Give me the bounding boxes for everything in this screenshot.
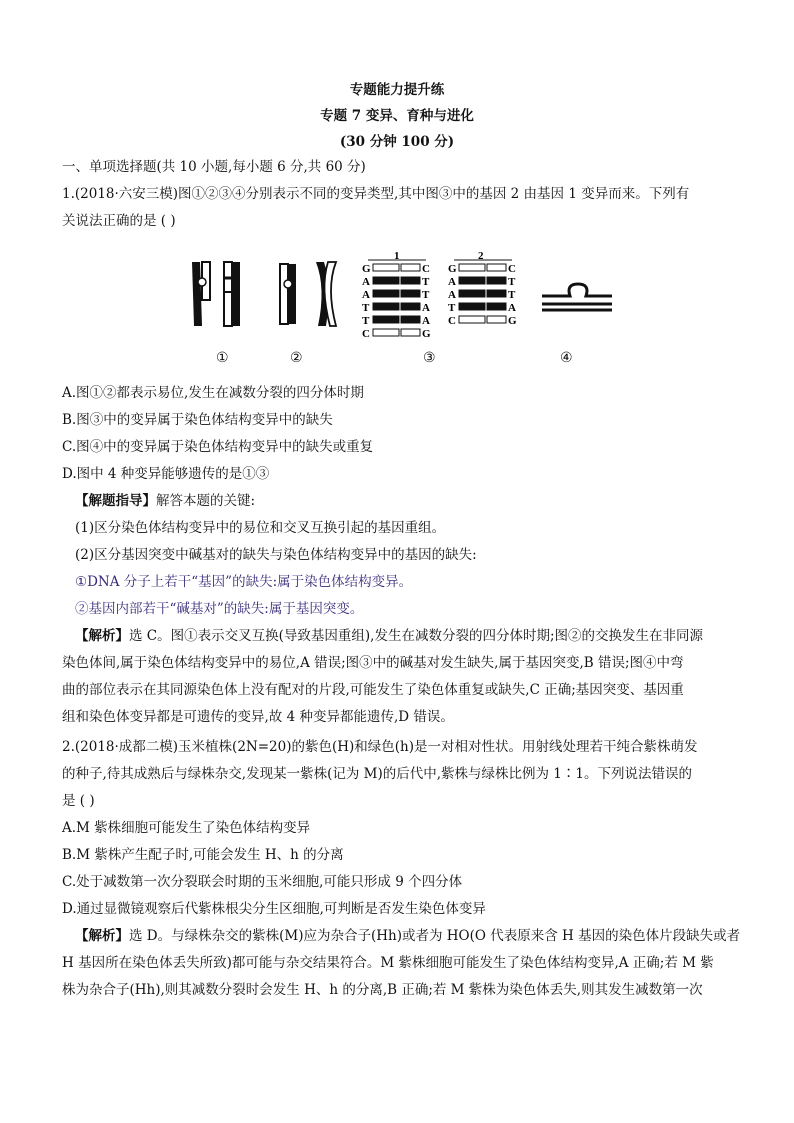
guide-text: 解答本题的关键: [156,493,256,509]
dna1-base-bar [401,264,420,271]
dna1-left-base: T [362,315,370,327]
q1-option-c: C.图④中的变异属于染色体结构变异中的缺失或重复 [62,439,374,455]
q1-guide-item-1: (1)区分染色体结构变异中的易位和交叉互换引起的基因重组。 [75,520,446,536]
section-heading: 一、单项选择题(共 10 小题,每小题 6 分,共 60 分) [62,159,366,175]
dna1-right-base: G [422,328,431,340]
dna2-base-bar [459,290,485,297]
dna1-left-base: A [362,276,370,288]
dna1-base-bar [401,303,420,310]
dna1-left-base: C [362,328,370,340]
dna1-base-bar [373,264,399,271]
analysis-text: 选 D。与绿株杂交的紫株(M)应为杂合子(Hh)或者为 HO(O 代表原来含 H 基因的染色体片段缺失或者 [129,928,741,944]
q1-option-a: A.图①②都表示易位,发生在减数分裂的四分体时期 [62,385,364,401]
dna1-base-bar [401,290,420,297]
dna1-right-base: C [422,263,430,275]
dna1-base-bar [373,290,399,297]
dna2-base-bar [459,316,485,323]
q1-option-b: B.图③中的变异属于染色体结构变异中的缺失 [62,412,333,428]
q1-guide-item-3: ①DNA 分子上若干“基因”的缺失:属于染色体结构变异。 [75,574,413,590]
q1-guide-item-2: (2)区分基因突变中碱基对的缺失与染色体结构变异中的基因的缺失: [75,547,477,563]
q2-analysis-line-2: H 基因所在染色体丢失所致)都可能与杂交结果符合。M 紫株细胞可能发生了染色体结构变异,A 正确;若 M 紫 [62,955,714,971]
q2-stem-line-1: 2.(2018·成都二模)玉米植株(2N=20)的紫色(H)和绿色(h)是一对相对性状。用射线处理若干纯合紫株萌发 [62,739,698,755]
dna2-base-bar [459,264,485,271]
q2-analysis-line-1 [75,927,747,945]
dna1-base-bar [373,277,399,284]
dna1-base-bar [401,329,420,336]
q1-analysis-line-2: 染色体间,属于染色体结构变异中的易位,A 错误;图③中的碱基对发生缺失,属于基因突变,B 错误;图④中弯 [62,655,684,671]
dna2-left-base: G [448,263,457,275]
dna1-left-base: A [362,289,370,301]
dna2-right-base: A [508,302,516,314]
topic-subtitle: 专题 7 变异、育种与进化 [320,108,474,124]
dna1-right-base: A [422,315,430,327]
analysis-label: 【解析】 [75,928,129,944]
dna2-base-bar [487,277,506,284]
q1-analysis-line-1 [75,627,747,645]
analysis-label: 【解析】 [75,628,129,644]
dna2-left-base: A [448,289,456,301]
q1-stem-line-1: 1.(2018·六安三模)图①②③④分别表示不同的变异类型,其中图③中的基因 2 由基因 1 变异而来。下列有 [62,186,690,202]
q2-option-c: C.处于减数第一次分裂联会时期的玉米细胞,可能只形成 9 个四分体 [62,874,463,890]
dna1-base-bar [373,303,399,310]
dna-sequence-2 [448,263,517,327]
q1-analysis-line-4: 组和染色体变异都是可遗传的变异,故 4 种变异都能遗传,D 错误。 [62,709,454,725]
q1-guide-line [75,492,747,510]
q1-analysis-line-3: 曲的部位表示在其同源染色体上没有配对的片段,可能发生了染色体重复或缺失,C 正确;基因突变、基因重 [62,682,684,698]
dna-sequence-1 [362,263,431,340]
dna2-left-base: C [448,315,456,327]
dna2-base-bar [459,277,485,284]
page-title: 专题能力提升练 [349,82,445,98]
dna-figure-3 [362,250,517,340]
time-score: (30 分钟 100 分) [339,134,455,150]
dna2-base-bar [487,290,506,297]
chromosome-figure-1 [192,262,240,326]
dna1-left-base: G [362,263,371,275]
q2-analysis-line-3: 株为杂合子(Hh),则其减数分裂时会发生 H、h 的分离,B 正确;若 M 紫株为染色体丢失,则其发生减数第一次 [62,982,703,998]
dna2-base-bar [487,316,506,323]
dna2-right-base: T [508,289,516,301]
q2-stem-line-3: 是 ( ) [62,793,95,809]
q1-stem-line-2: 关说法正确的是 ( ) [62,213,176,229]
dna2-right-base: G [508,315,517,327]
gene-1-label: 1 [394,250,400,262]
dna2-left-base: T [448,302,456,314]
dna2-base-bar [487,303,506,310]
dna1-right-base: T [422,289,430,301]
q2-option-d: D.通过显微镜观察后代紫株根尖分生区细胞,可判断是否发生染色体变异 [62,901,486,917]
dna1-left-base: T [362,302,370,314]
dna2-right-base: C [508,263,516,275]
chromosome-figure-4 [542,284,612,310]
figure-label-2: ② [290,350,303,366]
dna1-right-base: T [422,276,430,288]
dna2-left-base: A [448,276,456,288]
figure-label-4: ④ [560,350,573,366]
dna2-base-bar [487,264,506,271]
dna1-base-bar [401,277,420,284]
q2-stem-line-2: 的种子,待其成熟后与绿株杂交,发现某一紫株(记为 M)的后代中,紫株与绿株比例为 1∶1。下列说法错误的 [62,766,692,782]
dna1-base-bar [373,329,399,336]
dna1-base-bar [373,316,399,323]
q1-option-d: D.图中 4 种变异能够遗传的是①③ [62,466,270,482]
dna2-right-base: T [508,276,516,288]
dna2-base-bar [459,303,485,310]
q1-figure [180,248,620,372]
figure-label-1: ① [216,350,229,366]
guide-label: 【解题指导】 [75,493,156,509]
gene-2-label: 2 [478,250,484,262]
dna1-base-bar [401,316,420,323]
chromosome-figure-2 [280,262,336,326]
dna1-right-base: A [422,302,430,314]
q1-guide-item-4: ②基因内部若干“碱基对”的缺失:属于基因突变。 [75,601,364,617]
figure-label-3: ③ [423,350,436,366]
analysis-text: 选 C。图①表示交叉互换(导致基因重组),发生在减数分裂的四分体时期;图②的交换发生在非同源 [129,628,703,644]
q2-option-a: A.M 紫株细胞可能发生了染色体结构变异 [62,820,311,836]
q2-option-b: B.M 紫株产生配子时,可能会发生 H、h 的分离 [62,847,344,863]
